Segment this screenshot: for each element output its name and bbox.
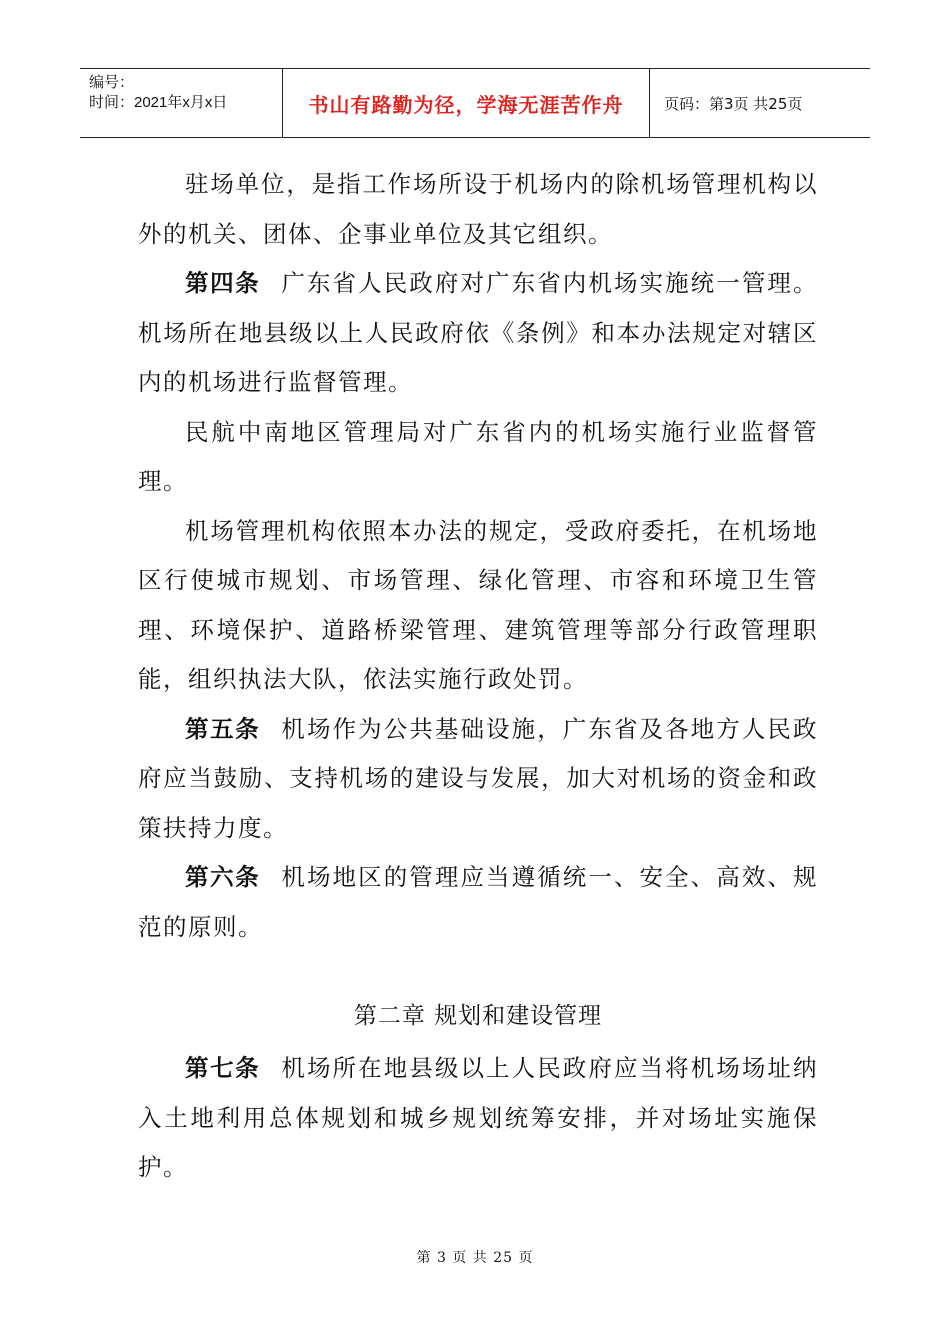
document-body: [138, 160, 818, 1193]
paragraph-text: 民航中南地区管理局对广东省内的机场实施行业监督管理。: [138, 417, 818, 495]
paragraph: [138, 705, 818, 854]
paragraph-text: 机场作为公共基础设施，广东省及各地方人民政府应当鼓励、支持机场的建设与发展，加大对机场的资金和政策扶持力度。: [138, 714, 819, 842]
page-header: [80, 68, 870, 138]
paragraph: [138, 408, 818, 507]
chapter-heading: 第二章 规划和建设管理: [353, 1003, 603, 1029]
article-number: 第七条: [185, 1054, 261, 1082]
paragraph: [138, 507, 818, 705]
paragraph: [138, 259, 818, 408]
paragraph-text: 广东省人民政府对广东省内机场实施统一管理。机场所在地县级以上人民政府依《条例》和本办法规定对辖区内的机场进行监督管理。: [138, 269, 819, 396]
article-number: 第五条: [185, 714, 261, 743]
paragraph: [138, 853, 818, 952]
header-meta: [80, 69, 282, 137]
header-page-info: 页码：第3页 共25页: [664, 94, 803, 113]
header-motto: 书山有路勤为径，学海无涯苦作舟: [308, 92, 624, 117]
paragraph-text: 机场地区的管理应当遵循统一、安全、高效、规范的原则。: [138, 863, 819, 941]
paragraph: [138, 160, 818, 259]
header-motto-cell: [282, 69, 650, 137]
article-number: 第四条: [185, 269, 261, 297]
paragraph-text: 机场所在地县级以上人民政府应当将机场场址纳入土地利用总体规划和城乡规划统筹安排，并对场址实施保护。: [138, 1054, 819, 1181]
paragraph: [138, 1044, 818, 1193]
page-footer: 第 3 页 共 25 页: [416, 1250, 534, 1266]
article-number: 第六条: [185, 863, 261, 891]
paragraph-text: 驻场单位，是指工作场所设于机场内的除机场管理机构以外的机关、团体、企事业单位及其它组织。: [138, 170, 818, 248]
paragraph-text: 机场管理机构依照本办法的规定，受政府委托，在机场地区行使城市规划、市场管理、绿化管理、市容和环境卫生管理、环境保护、道路桥梁管理、建筑管理等部分行政管理职能，组织执法大队，依法实施行政处罚。: [138, 516, 818, 693]
time-label: 时间：2021年x月x日: [89, 94, 228, 111]
number-label: 编号：: [89, 74, 135, 91]
